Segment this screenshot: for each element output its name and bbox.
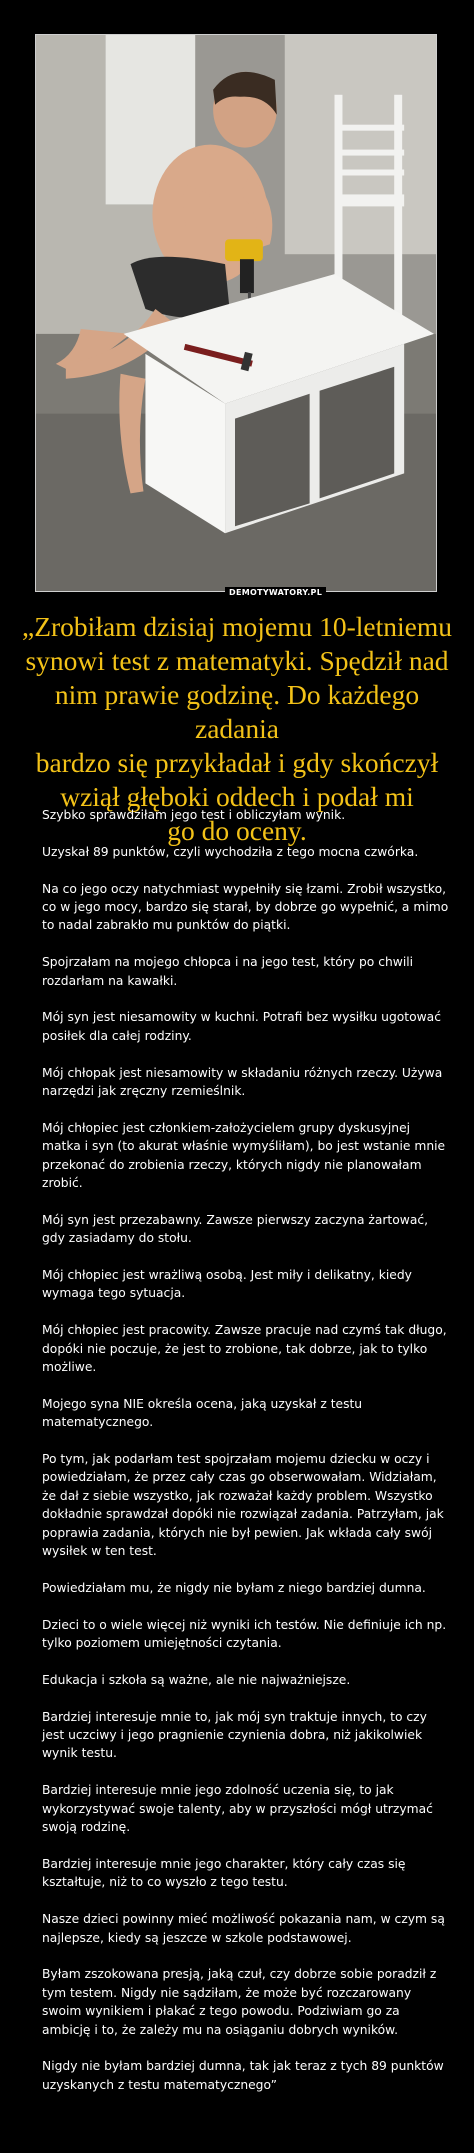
paragraph: Dzieci to o wiele więcej niż wyniki ich testów. Nie definiuje ich np. tylko poziomem umiejętności czytania.	[42, 1617, 447, 1651]
paragraph: Uzyskał 89 punktów, czyli wychodziła z tego mocna czwórka.	[42, 844, 419, 859]
paragraph: Nasze dzieci powinny mieć możliwość pokazania nam, w czym są najlepsze, kiedy są jeszcze w szkole podstawowej.	[42, 1912, 445, 1945]
paragraph: Bardziej interesuje mnie jego zdolność uczenia się, to jak wykorzystywać swoje talenty, aby w przyszłości mógł utrzymać swoją rodzinę.	[42, 1783, 433, 1835]
headline-line: go do oceny.	[167, 815, 307, 846]
paragraph: Szybko sprawdziłam jego test i obliczyłam wynik.	[42, 808, 346, 822]
photo-boy-assembling-furniture	[36, 35, 436, 591]
paragraph: Mojego syna NIE określa ocena, jaką uzyskał z testu matematycznego.	[42, 1396, 363, 1430]
paragraph: Po tym, jak podarłam test spojrzałam mojemu dziecku w oczy i powiedziałam, że przez cały czas go obserwowałam. Widziałam, że dał z siebie wszystko, jak rozważał każdy problem. Wszystko dokładnie sprawdzał dopóki nie rozwiązał zadania. Patrzyłam, jak poprawia zadania, których nie był pewien. Jak wkłada cały swój wysiłek w ten test.	[42, 1452, 444, 1559]
paragraph: Mój syn jest przezabawny. Zawsze pierwszy zaczyna żartować, gdy zasiadamy do stołu.	[42, 1212, 429, 1246]
paragraph: Bardziej interesuje mnie jego charakter, który cały czas się kształtuje, niż to co wyszło z tego testu.	[42, 1856, 406, 1890]
paragraph: Bardziej interesuje mnie to, jak mój syn traktuje innych, to czy jest uczciwy i jego pragnienie czynienia dobra, niż jakikolwiek wynik testu.	[42, 1709, 427, 1761]
photo-frame	[35, 34, 437, 592]
paragraph: Mój syn jest niesamowity w kuchni. Potrafi bez wysiłku ugotować posiłek dla całej rodziny.	[42, 1010, 441, 1043]
headline-line: synowi test z matematyki. Spędził nad	[25, 645, 449, 676]
paragraph: Spojrzałam na mojego chłopca i na jego test, który po chwili rozdarłam na kawałki.	[42, 955, 414, 988]
story-body	[42, 806, 452, 2113]
headline-line: „Zrobiłam dzisiaj mojemu 10-letniemu	[22, 611, 452, 642]
watermark: DEMOTYWATORY.PL	[225, 587, 326, 598]
paragraph: Mój chłopiec jest pracowity. Zawsze pracuje nad czymś tak długo, dopóki nie poczuje, że jest to zrobione, tak dobrze, jak to tylko możliwe.	[42, 1323, 447, 1375]
paragraph: Nigdy nie byłam bardziej dumna, tak jak teraz z tych 89 punktów uzyskanych z testu matematycznego”	[42, 2059, 444, 2092]
paragraph: Na co jego oczy natychmiast wypełniły się łzami. Zrobił wszystko, co w jego mocy, bardzo się starał, by dobrze go wypełnić, a mimo to nadal zabrakło mu punktów do piątki.	[42, 881, 449, 933]
paragraph: Mój chłopiec jest wrażliwą osobą. Jest miły i delikatny, kiedy wymaga tego sytuacja.	[42, 1268, 412, 1301]
paragraph: Byłam zszokowana presją, jaką czuł, czy dobrze sobie poradził z tym testem. Nigdy nie sądziłam, że może być rozczarowany swoim wynikiem i płakać z tego powodu. Podziwiam go za ambicję i to, że zależy mu na osiąganiu dobrych wyników.	[42, 1967, 437, 2037]
headline-line: wziął głęboki oddech i podał mi	[60, 781, 414, 812]
paragraph: Edukacja i szkoła są ważne, ale nie najważniejsze.	[42, 1672, 351, 1687]
headline-line: nim prawie godzinę. Do każdego zadania	[54, 679, 420, 744]
paragraph: Mój chłopiec jest członkiem-założycielem grupy dyskusyjnej matka i syn (to akurat właśnie wymyśliłam), bo jest wstanie mnie przekonać do zrobienia rzeczy, których nigdy nie planowałam zrobić.	[42, 1120, 446, 1191]
headline-line: bardzo się przykładał i gdy skończył	[35, 747, 439, 778]
paragraph: Mój chłopak jest niesamowity w składaniu różnych rzeczy. Używa narzędzi jak zręczny rzemieślnik.	[42, 1065, 443, 1099]
paragraph: Powiedziałam mu, że nigdy nie byłam z niego bardziej dumna.	[42, 1580, 426, 1595]
